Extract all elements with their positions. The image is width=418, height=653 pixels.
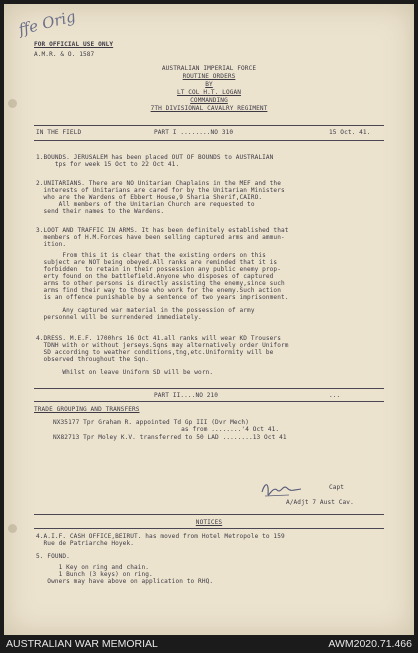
order-line: Any captured war material in the possession of army [36,307,255,314]
notice-line: Rue de Patriarche Hoyek. [36,540,134,547]
document-page [4,4,414,635]
order-line: members of H.M.Forces have been selling captured arms and ammun- [36,234,285,241]
footer-reference: AWM2020.71.466 [328,638,412,650]
order-line: interests of Unitarians are cared for by the Unitarian Ministers [36,187,285,194]
order-line: All members of the Unitarian Church are requested to [36,201,255,208]
part2-label: PART II....NO 210 [154,392,219,399]
header-line: BY [205,81,213,88]
order-line: is an offence punishable by a sentence of two years imprisonment. [36,294,289,301]
grouping-line: NX35177 Tpr Graham R. appointed Td Gp III (Dvr Mech) [53,419,249,426]
divider [34,401,384,402]
header-line: ROUTINE ORDERS [182,73,236,80]
divider [34,514,384,515]
handwritten-annotation: ffe Orig [16,7,78,39]
punch-hole [8,524,17,533]
order-line: arms to other persons is directly assisting the enemy,since such [36,280,285,287]
divider [34,125,384,126]
part1-date: 15 Oct. 41. [329,129,371,136]
header-line: LT COL H.T. LOGAN [176,89,242,96]
header-line: AUSTRALIAN IMPERIAL FORCE [161,65,257,72]
order-line: Whilst on leave Uniform SD will be worn. [36,369,214,376]
reference-number: A.M.R. & O. 1587 [34,51,95,58]
punch-hole [8,99,17,108]
header-line: 7TH DIVISIONAL CAVALRY REGIMENT [150,105,268,112]
order-line: tps for week 15 Oct to 22 Oct 41. [36,161,180,168]
order-line: arms find their way to those who work for the enemy.Such action [36,287,281,294]
notice-line: Owners may have above on application to RHQ. [36,578,214,585]
divider [34,388,384,389]
notice-line: 5. FOUND. [36,553,70,560]
order-line: who are the Wardens of Ebbert House,9 Sharia Sherif,CAIRO. [36,194,263,201]
grouping-line: NX82713 Tpr Moley K.V. transferred to 50 LAD ........13 Oct 41 [53,434,287,441]
notice-line: 1 Bunch (3 keys) on ring. [36,571,153,578]
order-line: forbidden to retain in their possession any public enemy prop- [36,266,281,273]
order-line: TDNH with or without jerseys.Sqns may alternatively order Uniform [36,342,289,349]
section-title: TRADE GROUPING AND TRANSFERS [34,406,140,413]
order-line: subject are NOT being obeyed.All ranks are reminded that it is [36,259,278,266]
divider [34,140,384,141]
archive-footer [0,635,418,653]
part2-mark: ... [329,392,341,399]
divider [34,528,384,529]
order-line: 2.UNITARIANS. There are NO Unitarian Chaplains in the MEF and the [36,180,281,187]
notice-line: 1 Key on ring and chain. [36,564,150,571]
grouping-line: as from ........'4 Oct 41. [53,426,280,433]
order-line: 1.BOUNDS. JERUSALEM has been placed OUT OF BOUNDS to AUSTRALIAN [36,154,274,161]
order-line: 3.LOOT AND TRAFFIC IN ARMS. It has been definitely established that [36,227,289,234]
order-line: From this it is clear that the existing orders on this [36,252,266,259]
order-line: send their names to the Wardens. [36,208,165,215]
signature-rank: Capt [329,484,345,491]
order-line: personnel will be surrendered immediately. [36,314,202,321]
signature-appointment: A/Adjt 7 Aust Cav. [286,499,354,506]
footer-source: AUSTRALIAN WAR MEMORIAL [6,638,158,650]
notice-line: 4.A.I.F. CASH OFFICE,BEIRUT. has moved from Hotel Metropole to 159 [36,533,285,540]
part1-label: PART I ........NO 310 [154,129,234,136]
header-line: COMMANDING [190,97,228,104]
order-line: SD according to weather conditions,tng,etc.Uniformity will be [36,349,274,356]
order-line: erty found on the battlefield.Anyone who disposes of captured [36,273,274,280]
order-line: ition. [36,241,67,248]
order-line: observed throughout the Sqn. [36,356,150,363]
section-title: NOTICES [195,519,223,526]
classification-label: FOR OFFICIAL USE ONLY [34,41,114,48]
place-label: IN THE FIELD [36,129,82,136]
handwritten-signature [259,478,304,500]
order-line: 4.DRESS. M.E.F. 1700hrs 16 Oct 41.all ranks will wear KD Trousers [36,335,281,342]
